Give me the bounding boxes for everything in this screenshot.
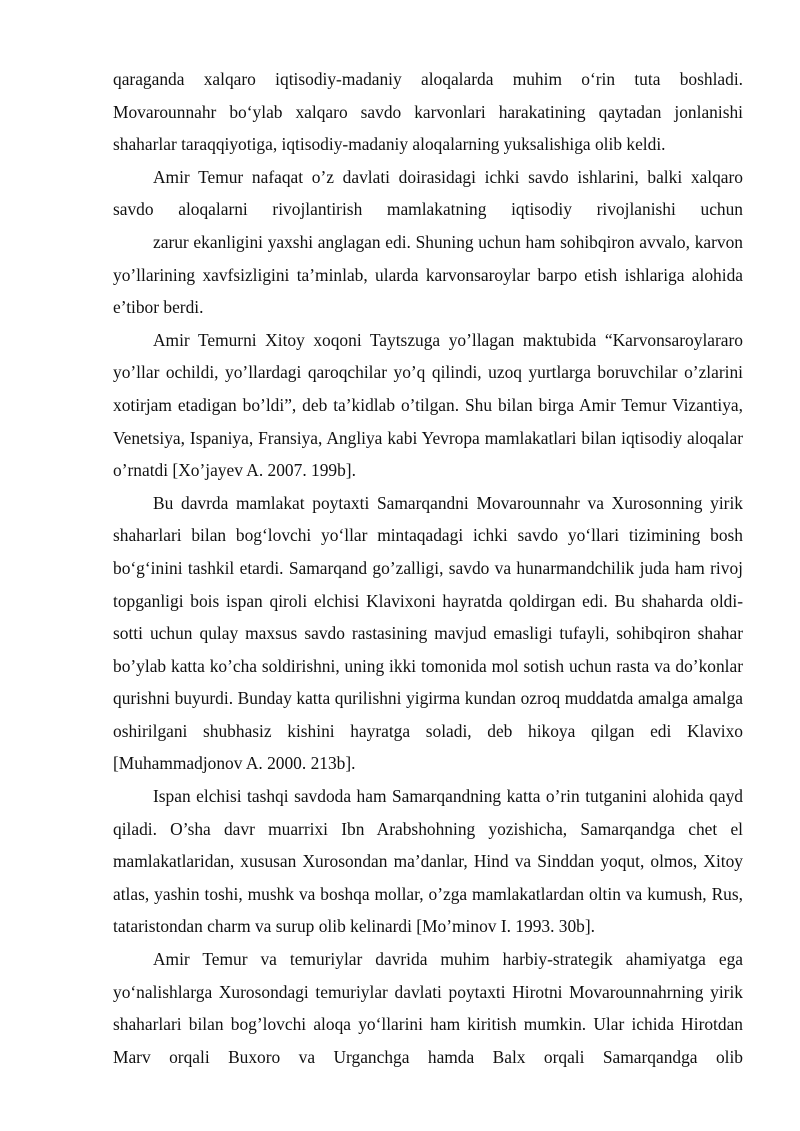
- paragraph-5: Bu davrda mamlakat poytaxti Samarqandni Movarounnahr va Xurosonning yirik shaharlari bilan bog‘lovchi yo‘llar mintaqadagi ichki savdo yo‘llari tizimining bosh bo‘g‘inini tashkil etardi. Samarqand go’zalligi, savdo va hunarmandchilik juda ham rivoj topganligi bois ispan qiroli elchisi Klavixoni hayratda qoldirgan edi. Bu shaharda oldi-sotti uchun qulay maxsus savdo rastasining mavjud emasligi tufayli, sohibqiron shahar bo’ylab katta ko’cha soldirishni, uning ikki tomonida mol sotish uchun rasta va do’konlar qurishni buyurdi. Bunday katta qurilishni yigirma kundan ozroq muddatda amalga amalga oshirilgani shubhasiz kishini hayratga soladi, deb hikoya qilgan edi Klavixo [Muhammadjonov A. 2000. 213b].: [113, 492, 743, 774]
- paragraph-7: Amir Temur va temuriylar davrida muhim harbiy-strategik ahamiyatga ega yo‘nalishlarga Xurosondagi temuriylar davlati poytaxti Hirotni Movarounnahrning yirik shaharlari bilan bog’lovchi aloqa yo‘llarini ham kiritish mumkin. Ular ichida Hirotdan Marv orqali Buxoro va Urganchga hamda Balx orqali Samarqandga olib: [113, 949, 743, 1067]
- paragraph-4: Amir Temurni Xitoy xoqoni Taytszuga yo’llagan maktubida “Karvonsaroylararo yo’llar ochildi, yo’llardagi qaroqchilar yo’q qilindi, uzoq yurtlarga boruvchilar o’zlarini xotirjam etadigan bo’ldi”, deb ta’kidlab o’tilgan. Shu bilan birga Amir Temur Vizantiya, Venetsiya, Ispaniya, Fransiya, Angliya kabi Yevropa mamlakatlari bilan iqtisodiy aloqalar o’rnatdi [Xo’jayev A. 2007. 199b].: [113, 329, 743, 481]
- paragraph-2: Amir Temur nafaqat o’z davlati doirasidagi ichki savdo ishlarini, balki xalqaro savdo aloqalarni rivojlantirish mamlakatning iqtisodiy rivojlanishi uchun: [113, 166, 743, 220]
- paragraph-1: qaraganda xalqaro iqtisodiy-madaniy aloqalarda muhim o‘rin tuta boshladi. Movarounnahr bo‘ylab xalqaro savdo karvonlari harakatining qaytadan jonlanishi shaharlar taraqqiyotiga, iqtisodiy-madaniy aloqalarning yuksalishiga olib keldi.: [113, 69, 743, 155]
- paragraph-6: Ispan elchisi tashqi savdoda ham Samarqandning katta o’rin tutganini alohida qayd qiladi. O’sha davr muarrixi Ibn Arabshohning yozishicha, Samarqandga chet el mamlakatlaridan, xususan Xurosondan ma’danlar, Hind va Sinddan yoqut, olmos, Xitoy atlas, yashin toshi, mushk va boshqa mollar, o’zga mamlakatlardan oltin va kumush, Rus, tataristondan charm va surup olib kelinardi [Mo’minov I. 1993. 30b].: [113, 786, 743, 937]
- document-body: [113, 63, 743, 1073]
- paragraph-3: zarur ekanligini yaxshi anglagan edi. Shuning uchun ham sohibqiron avvalo, karvon yo’llarining xavfsizligini ta’minlab, ularda karvonsaroylar barpo etish ishlariga alohida e’tibor berdi.: [113, 231, 743, 318]
